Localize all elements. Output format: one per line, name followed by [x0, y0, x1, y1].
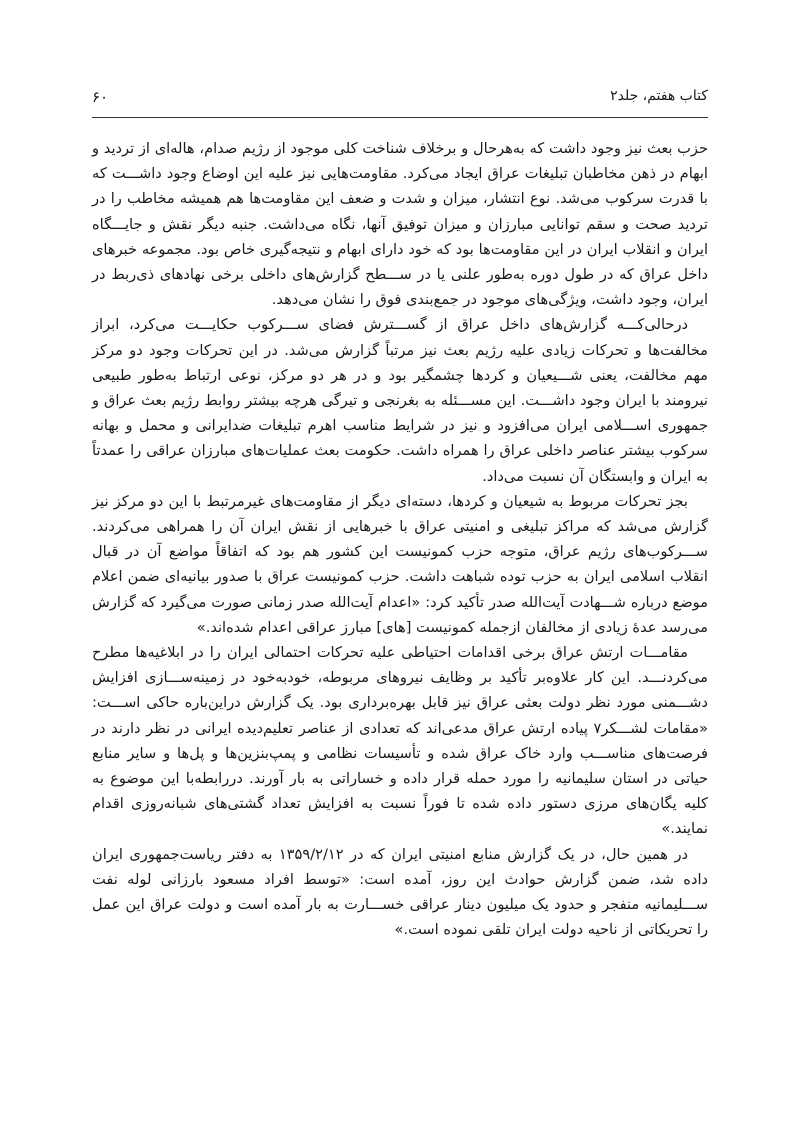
book-title: کتاب هفتم، جلد۲: [610, 88, 708, 104]
paragraph: در همین حال، در یک گزارش منابع امنیتی ایران که در ۱۳۵۹/۲/۱۲ به دفتر ریاست‌جمهوری ایران داده شد، ضمن گزارش حوادث این روز، آمده است: «توسط افراد مسعود بارزانی لوله نفت ســـلیمانیه منفجر و حدود یک میلیون دینار عراقی خســـارت به بار آمده است و دولت عراق این عمل را تحریکاتی از ناحیه دولت ایران تلقی نموده است.»: [92, 845, 708, 939]
paragraph: مقامـــات ارتش عراق برخی اقدامات احتیاطی علیه تحرکات احتمالی ایران را در ابلاغیه‌ها مطرح می‌کردنـــد. این کار علاوه‌بر تأکید بر وظایف نیروهای مربوطه، خودبه‌خود در زمینه‌ســـازی افزایش دشـــمنی مورد نظر دولت بعثی عراق نیز قابل بهره‌برداری بود. یک گزارش دراین‌باره حاکی اســـت: «مقامات لشـــکر۷ پیاده ارتش عراق مدعی‌اند که تعدادی از عناصر تعلیم‌دیده ایرانی در نظر دارند در فرصت‌های مناســـب وارد خاک عراق شده و تأسیسات نظامی و پمپ‌بنزین‌ها و پل‌ها و سایر منابع حیاتی در استان سلیمانیه را مورد حمله قرار داده و خساراتی به بار آورند. دررابطه‌با این موضوع به کلیه یگان‌های مرزی دستور داده شده تا فوراً نسبت به افزایش تعداد گشتی‌های شبانه‌روزی اقدام نمایند.»: [92, 644, 708, 838]
paragraph: بجز تحرکات مربوط به شیعیان و کردها، دسته‌ای دیگر از مقاومت‌های غیرمرتبط با این دو مرکز نیز گزارش می‌شد که مراکز تبلیغی و امنیتی عراق با خبرهایی از نقش ایران آن را همراهی می‌کردند. ســـرکوب‌های رژیم عراق، متوجه حزب کمونیست این کشور هم بود که اتفاقاً مواضع آن در قبال انقلاب اسلامی ایران به حزب توده شباهت داشت. حزب کمونیست عراق با صدور بیانیه‌ای ضمن اعلام موضع درباره شـــهادت آیت‌الله صدر تأکید کرد: «اعدام آیت‌الله صدر زمانی صورت می‌گیرد که گزارش می‌رسد عدهٔ زیادی از مخالفان ازجمله کمونیست [های] مبارز عراقی اعدام شده‌اند.»: [92, 492, 708, 636]
header-divider: [92, 117, 708, 118]
running-header: [92, 84, 708, 110]
page-number: ۶۰: [92, 88, 109, 106]
paragraph: حزب بعث نیز وجود داشت که به‌هرحال و برخلاف شناخت کلی موجود از رژیم صدام، هاله‌ای از تردید و ابهام در ذهن مخاطبان تبلیغات عراق ایجاد می‌کرد. مقاومت‌هایی نیز علیه این اوضاع وجود داشـــت که با قدرت سرکوب می‌شد. نوع انتشار، میزان و شدت و ضعف این مقاومت‌ها هم همیشه مخاطب را در تردید صحت و سقم توانایی مبارزان و میزان توفیق آنها، نگاه می‌داشت. جنبه دیگر نقش و جایـــگاه ایران و انقلاب ایران در این مقاومت‌ها بود که خود دارای ابهام و نتیجه‌گیری خاص بود. مجموعه خبرهای داخل عراق که در طول دوره به‌طور علنی یا در ســـطح گزارش‌های داخلی برخی نهادهای ذی‌ربط در ایران، وجود داشت، ویژگی‌های موجود در جمع‌بندی فوق را نشان می‌دهد.: [92, 140, 708, 309]
body-text: [92, 136, 708, 943]
paragraph: درحالی‌کـــه گزارش‌های داخل عراق از گســـترش فضای ســـرکوب حکایـــت می‌کرد، ابراز مخالفت‌ها و تحرکات زیادی علیه رژیم بعث نیز مرتباً گزارش می‌شد. در این تحرکات وجود دو مرکز مهم مخالفت، یعنی شـــیعیان و کردها چشمگیر بود و در هر دو مرکز، نوعی ارتباط به‌طور طبیعی نیرومند با ایران وجود داشـــت. این مســـئله به بغرنجی و تیرگی هرچه بیشتر روابط رژیم بعث عراق و جمهوری اســـلامی ایران می‌افزود و نیز در شرایط مناسب اهرم تبلیغات ضدایرانی و محمل و بهانه سرکوب بیشتر عناصر داخلی عراق را همراه داشت. حکومت بعث عملیات‌های مبارزان عراقی را عمدتاً به ایران و وابستگان آن نسبت می‌داد.: [92, 316, 708, 485]
